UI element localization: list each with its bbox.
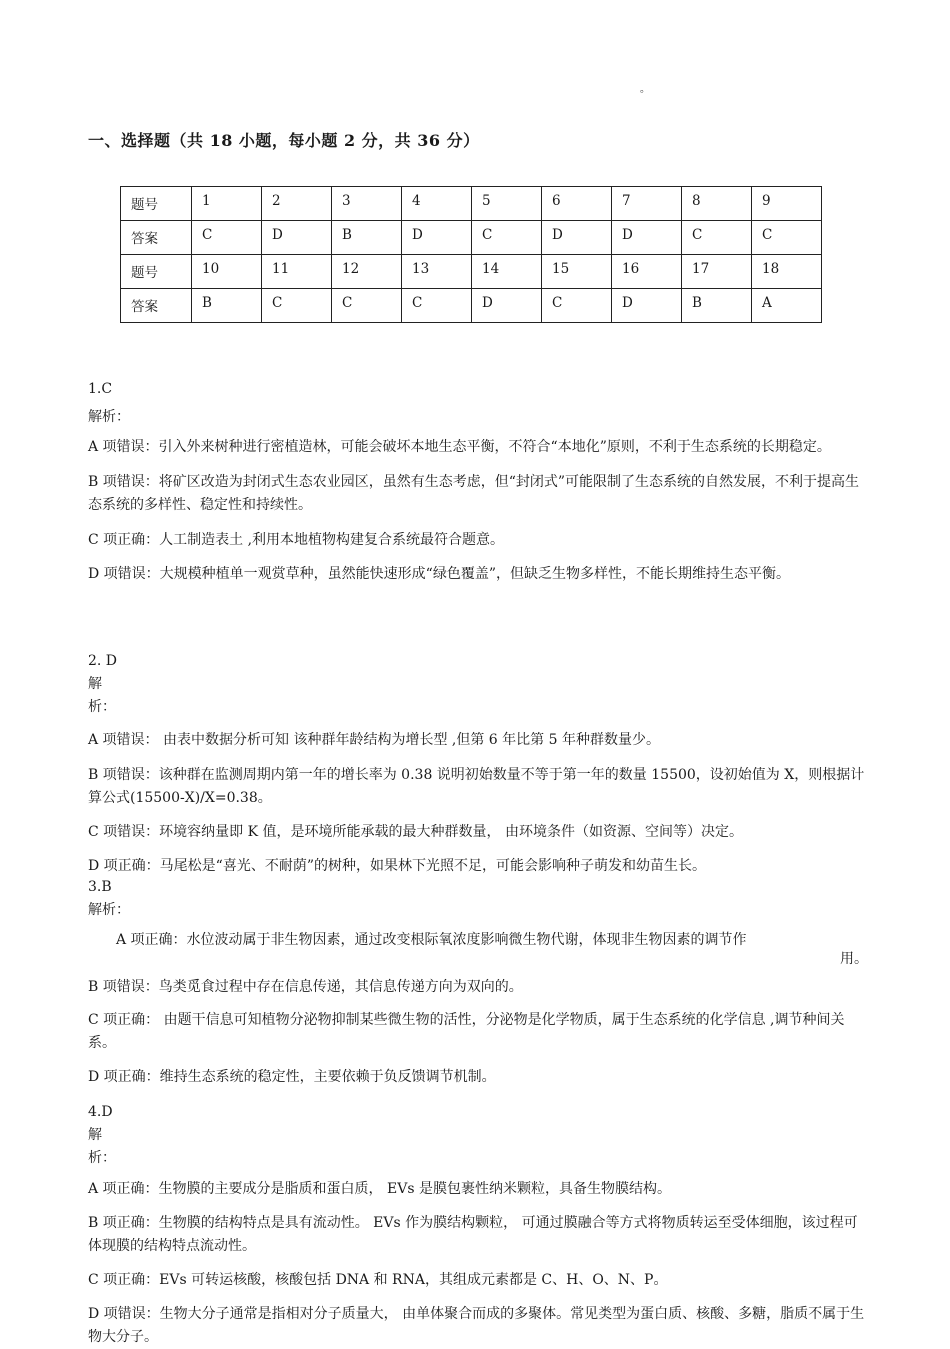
answer-table-cell: 8 (682, 187, 752, 221)
q2-analysis-label-2: 析： (88, 699, 116, 715)
question-4 (88, 1101, 868, 1349)
q4-analysis-label-2: 析： (88, 1150, 116, 1166)
answer-table-cell: 6 (542, 187, 612, 221)
q2-option-b: B 项错误：该种群在监测周期内第一年的增长率为 0.38 说明初始数量不等于第一年的数量 15500，设初始值为 X，则根据计算公式(15500-X)/X=0.38。 (88, 767, 865, 806)
answer-table-cell: 15 (542, 255, 612, 289)
answer-table-row (121, 289, 822, 323)
q4-analysis-label-1: 解 (88, 1127, 102, 1143)
answer-table-cell: D (262, 221, 332, 255)
q2-option-c: C 项错误：环境容纳量即 K 值，是环境所能承载的最大种群数量， 由环境条件（如资源、空间等）决定。 (88, 824, 743, 840)
q1-option-c: C 项正确：人工制造表土 ,利用本地植物构建复合系统最符合题意。 (88, 532, 505, 548)
answer-table-row-label: 题号 (121, 187, 192, 221)
answer-table-cell: 11 (262, 255, 332, 289)
q2-option-d: D 项正确：马尾松是“喜光、不耐荫”的树种，如果林下光照不足，可能会影响种子萌发和幼苗生长。 (88, 858, 706, 874)
answer-table-cell: C (682, 221, 752, 255)
q1-option-d: D 项错误：大规模种植单一观赏草种，虽然能快速形成“绿色覆盖”，但缺乏生物多样性，不能长期维持生态平衡。 (88, 566, 790, 582)
section-title: 一、选择题（共 18 小题，每小题 2 分，共 36 分） (88, 131, 480, 150)
answer-table-cell: C (332, 289, 402, 323)
q3-option-a-line2: 用。 (840, 951, 868, 967)
q1-number: 1.C (88, 381, 113, 397)
answer-table-cell: B (332, 221, 402, 255)
header-dot: 。 (640, 84, 650, 95)
answer-table-cell: 7 (612, 187, 682, 221)
answer-table (120, 186, 822, 323)
answer-table-cell: 10 (192, 255, 262, 289)
answer-table-cell: D (472, 289, 542, 323)
answer-table-cell: D (402, 221, 472, 255)
q4-option-c: C 项正确：EVs 可转运核酸，核酸包括 DNA 和 RNA，其组成元素都是 C、H、O、N、P。 (88, 1272, 668, 1288)
q3-number: 3.B (88, 879, 112, 895)
answer-table-cell: 13 (402, 255, 472, 289)
answer-table-cell: 3 (332, 187, 402, 221)
answer-table-row-label: 答案 (121, 221, 192, 255)
answer-table-row (121, 255, 822, 289)
q3-option-d: D 项正确：维持生态系统的稳定性，主要依赖于负反馈调节机制。 (88, 1069, 496, 1085)
answer-table-cell: 18 (752, 255, 822, 289)
answer-table-cell: 9 (752, 187, 822, 221)
answer-table-cell: 5 (472, 187, 542, 221)
answer-table-row-label: 答案 (121, 289, 192, 323)
q4-option-a: A 项正确：生物膜的主要成分是脂质和蛋白质， EVs 是膜包裹性纳米颗粒，具备生物膜结构。 (88, 1181, 671, 1197)
q3-option-c: C 项正确： 由题干信息可知植物分泌物抑制某些微生物的活性，分泌物是化学物质，属于生态系统的化学信息 ,调节种间关系。 (88, 1012, 845, 1051)
answer-table-cell: D (542, 221, 612, 255)
q2-option-a: A 项错误： 由表中数据分析可知 该种群年龄结构为增长型 ,但第 6 年比第 5 年种群数量少。 (88, 732, 660, 748)
q3-option-a-line1: A 项正确：水位波动属于非生物因素，通过改变根际氧浓度影响微生物代谢，体现非生物因素的调节作 (116, 932, 747, 948)
answer-table-cell: C (262, 289, 332, 323)
q4-option-d: D 项错误：生物大分子通常是指相对分子质量大， 由单体聚合而成的多聚体。常见类型为蛋白质、核酸、多糖，脂质不属于生物大分子。 (88, 1306, 865, 1345)
answer-table-cell: B (682, 289, 752, 323)
q1-analysis-label: 解析： (88, 409, 130, 425)
answer-table-cell: 17 (682, 255, 752, 289)
q1-option-b: B 项错误：将矿区改造为封闭式生态农业园区，虽然有生态考虑，但“封闭式”可能限制了生态系统的自然发展，不利于提高生态系统的多样性、稳定性和持续性。 (88, 474, 860, 513)
q3-analysis-label: 解析： (88, 902, 130, 918)
answer-table-row-label: 题号 (121, 255, 192, 289)
answer-table-cell: D (612, 289, 682, 323)
answer-table-cell: D (612, 221, 682, 255)
q4-number: 4.D (88, 1104, 113, 1120)
question-2 (88, 650, 868, 878)
answer-table-cell: 4 (402, 187, 472, 221)
answer-table-cell: 2 (262, 187, 332, 221)
answer-table-cell: 14 (472, 255, 542, 289)
answer-table-cell: C (542, 289, 612, 323)
q3-option-b: B 项错误：鸟类觅食过程中存在信息传递，其信息传递方向为双向的。 (88, 979, 523, 995)
q2-analysis-label-1: 解 (88, 676, 102, 692)
answer-table-cell: C (402, 289, 472, 323)
q1-option-a: A 项错误：引入外来树种进行密植造林，可能会破坏本地生态平衡，不符合“本地化”原则，不利于生态系统的长期稳定。 (88, 439, 831, 455)
question-3 (88, 876, 868, 1089)
answer-table-cell: A (752, 289, 822, 323)
answer-table-cell: B (192, 289, 262, 323)
q2-number: 2. D (88, 653, 118, 669)
answer-table-cell: 1 (192, 187, 262, 221)
answer-table-cell: C (752, 221, 822, 255)
answer-table-row (121, 221, 822, 255)
question-1 (88, 378, 868, 586)
answer-table-cell: C (472, 221, 542, 255)
answer-table-cell: 12 (332, 255, 402, 289)
answer-table-cell: C (192, 221, 262, 255)
q4-option-b: B 项正确：生物膜的结构特点是具有流动性。 EVs 作为膜结构颗粒， 可通过膜融合等方式将物质转运至受体细胞，该过程可体现膜的结构特点流动性。 (88, 1215, 858, 1254)
answer-table-row (121, 187, 822, 221)
answer-table-cell: 16 (612, 255, 682, 289)
